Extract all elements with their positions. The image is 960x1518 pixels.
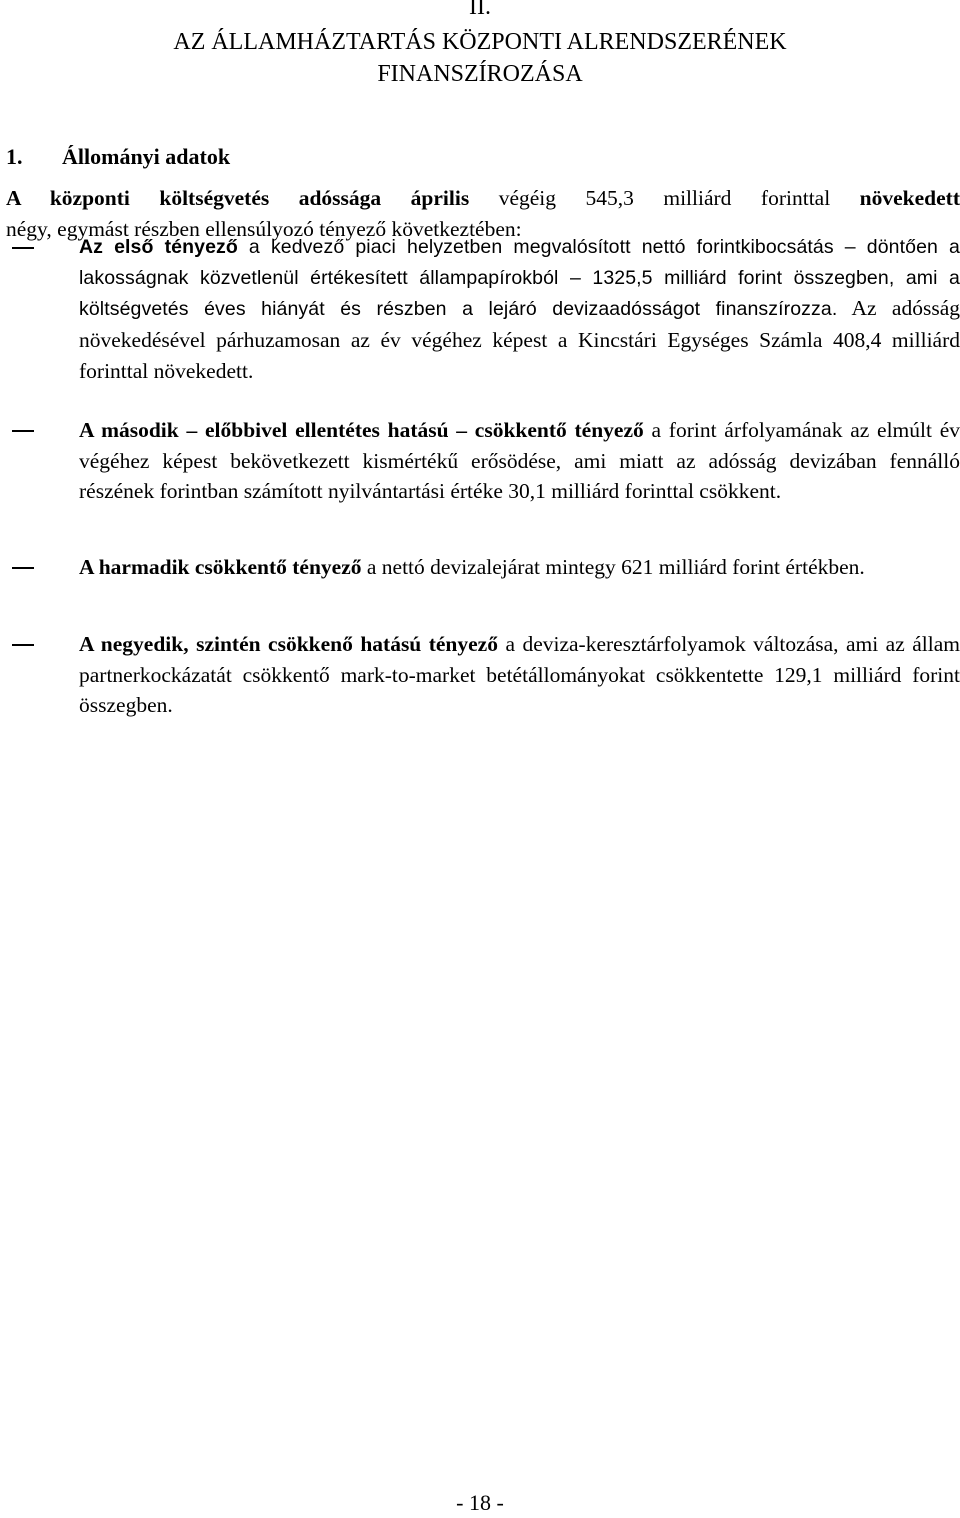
factor-body-3: a nettó devizalejárat mintegy 621 milliárd forint értékben. <box>361 555 865 579</box>
factor-label-1: Az első tényező <box>79 236 238 258</box>
factor-item-4 <box>0 629 960 721</box>
intro-bold-subject: A központi költségvetés adóssága április <box>6 186 470 210</box>
factor-body-1-tail: Az adósság növekedésével párhuzamosan az év végéhez képest a Kincstári Egységes Számla 408,4 milliárd forinttal növekedett. <box>79 296 960 383</box>
factor-body-1: a kedvező piaci helyzetben megvalósított nettó forintkibocsátás – döntően a lakosságnak közvetlenül értékesített állampapírokból – 1325,5 milliárd forint összegben, ami a költségvetés éves hiányát és részben a lejáró devizaadósságot finanszírozza. <box>79 236 960 320</box>
page-number: - 18 - <box>456 1490 504 1515</box>
intro-text-amount: végéig 545,3 milliárd forinttal <box>469 186 860 210</box>
factor-text-4 <box>79 629 960 721</box>
intro-line-1 <box>6 183 960 214</box>
factor-item-3 <box>0 552 960 583</box>
dash-bullet-icon <box>12 247 34 249</box>
intro-bold-verb: növekedett <box>859 186 960 210</box>
factor-text-1 <box>79 232 960 388</box>
factor-item-1 <box>0 232 960 388</box>
section-heading <box>6 142 230 172</box>
dash-bullet-icon <box>12 644 34 646</box>
chapter-number: II. <box>469 0 491 20</box>
factor-item-2 <box>0 415 960 507</box>
dash-bullet-icon <box>12 567 34 569</box>
factor-body-4: a deviza-keresztárfolyamok változása, ami az állam partnerkockázatát csökkentő mark-to-market betétállományokat csökkentette 129,1 milliárd forint összegben. <box>79 632 960 717</box>
section-title: Állományi adatok <box>62 144 231 169</box>
factor-text-2 <box>79 415 960 507</box>
factor-label-2: A második – előbbivel ellentétes hatású – csökkentő tényező <box>79 418 644 442</box>
dash-bullet-icon <box>12 430 34 432</box>
section-number: 1. <box>6 144 23 169</box>
chapter-title-line-1: AZ ÁLLAMHÁZTARTÁS KÖZPONTI ALRENDSZERÉNEK <box>173 29 787 55</box>
factor-label-3: A harmadik csökkentő tényező <box>79 555 362 579</box>
chapter-title <box>0 26 960 90</box>
intro-line-2: négy, egymást részben ellensúlyozó tényező következtében: <box>6 216 522 241</box>
factor-label-4: A negyedik, szintén csökkenő hatású tényező <box>79 632 498 656</box>
factor-text-3 <box>79 552 960 583</box>
factor-body-2: a forint árfolyamának az elmúlt év végéhez képest bekövetkezett kismértékű erősödése, ami miatt az adósság devizában fennálló részének forintban számított nyilvántartási értéke 30,1 milliárd forinttal csökkent. <box>79 418 960 503</box>
chapter-title-line-2: FINANSZÍROZÁSA <box>377 61 583 87</box>
